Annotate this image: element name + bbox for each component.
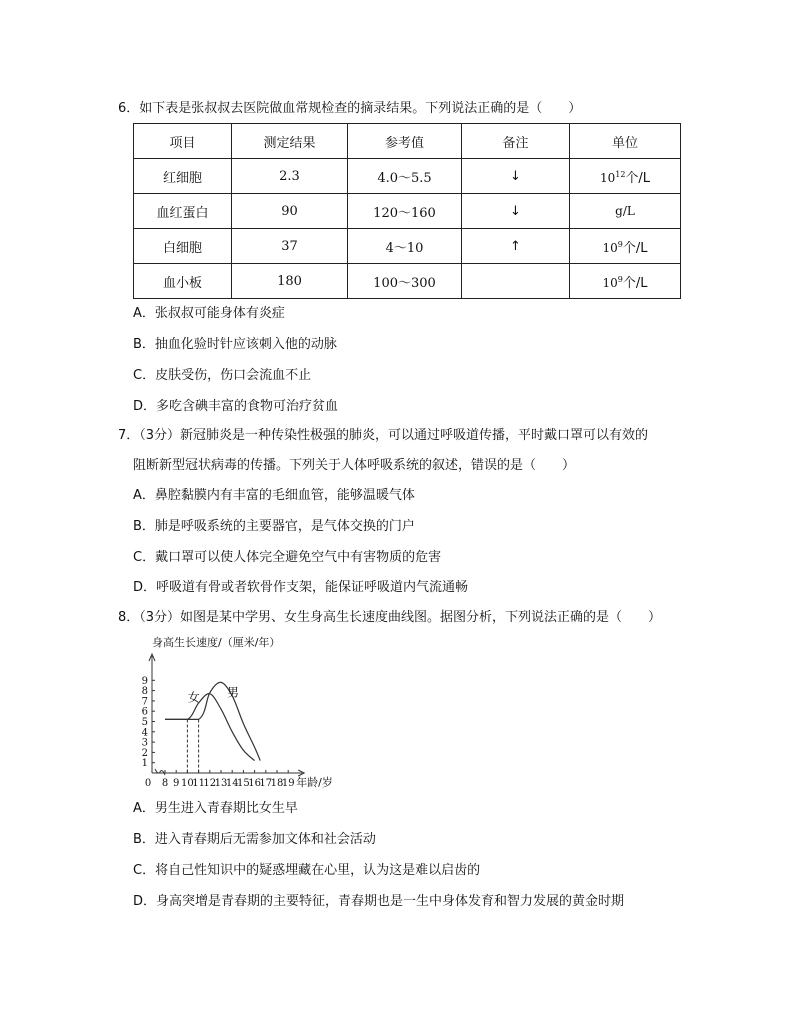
q7-option-a[interactable]: A．鼻腔黏膜内有丰富的毛细血管，能够温暖气体 — [133, 488, 415, 503]
q8-option-b[interactable]: B．进入青春期后无需参加文体和社会活动 — [133, 832, 376, 847]
x-tick-label: 15 — [237, 778, 250, 789]
item-cell: 血红蛋白 — [134, 194, 232, 229]
axis-break-mark — [155, 769, 165, 775]
unit-cell — [570, 159, 681, 194]
q6-option-b[interactable]: B．抽血化验时针应该刺入他的动脉 — [133, 337, 337, 352]
y-tick-label: 1 — [141, 758, 148, 770]
y-tick-label: 8 — [141, 686, 148, 698]
x-tick-label: 12 — [203, 778, 217, 789]
header-cell: 参考值 — [348, 124, 462, 159]
header-cell: 测定结果 — [232, 124, 348, 159]
y-tick-label: 6 — [141, 706, 148, 718]
reference-cell: 100～300 — [348, 264, 462, 299]
unit-cell — [570, 264, 681, 299]
y-tick-label: 2 — [141, 747, 148, 759]
q6-option-c[interactable]: C．皮肤受伤，伤口会流血不止 — [133, 368, 312, 383]
unit-cell — [570, 194, 681, 229]
x-tick-label: 13 — [214, 778, 228, 789]
table-row — [134, 264, 681, 299]
q7-stem-line1: 7．（3分）新冠肺炎是一种传染性极强的肺炎，可以通过呼吸道传播，平时戴口罩可以有效的 — [118, 428, 649, 443]
reference-cell: 4～10 — [348, 229, 462, 264]
q8-option-c[interactable]: C．将自己性知识中的疑惑埋藏在心里，认为这是难以启齿的 — [133, 863, 481, 878]
series-line-female — [165, 694, 255, 761]
q7-option-d[interactable]: D．呼吸道有骨或者软骨作支架，能保证呼吸道内气流通畅 — [133, 580, 469, 595]
result-cell: 90 — [232, 194, 348, 229]
table-row — [134, 229, 681, 264]
y-tick-label: 9 — [141, 675, 148, 687]
header-cell: 项目 — [134, 124, 232, 159]
x-tick-label: 17 — [259, 778, 273, 789]
note-cell: ↓ — [462, 194, 570, 229]
result-cell: 180 — [232, 264, 348, 299]
x-axis-label: 年龄/岁 — [296, 776, 333, 789]
q8-option-d[interactable]: D．身高突增是青春期的主要特征，青春期也是一生中身体发育和智力发展的黄金时期 — [133, 894, 625, 909]
growth-speed-chart — [130, 632, 370, 794]
blood-test-table — [133, 123, 681, 299]
result-cell: 2.3 — [232, 159, 348, 194]
unit-tail: 个/L — [622, 275, 648, 291]
unit-tail: 个/L — [625, 170, 651, 186]
item-cell: 血小板 — [134, 264, 232, 299]
q7-option-b[interactable]: B．肺是呼吸系统的主要器官，是气体交换的门户 — [133, 519, 415, 534]
x-tick-label: 10 — [181, 778, 194, 789]
item-cell: 红细胞 — [134, 159, 232, 194]
y-tick-label: 7 — [141, 696, 148, 708]
y-tick-label: 5 — [141, 717, 148, 728]
q6-stem: 6．如下表是张叔叔去医院做血常规检查的摘录结果。下列说法正确的是（ ） — [118, 101, 582, 116]
x-tick-label: 18 — [270, 778, 284, 789]
result-cell: 37 — [232, 229, 348, 264]
reference-cell: 120～160 — [348, 194, 462, 229]
q8-option-a[interactable]: A．男生进入青春期比女生早 — [133, 801, 298, 816]
table-row — [134, 159, 681, 194]
q6-option-d[interactable]: D．多吃含碘丰富的食物可治疗贫血 — [133, 399, 339, 414]
header-cell: 备注 — [462, 124, 570, 159]
y-tick-label: 4 — [141, 727, 148, 739]
item-cell: 白细胞 — [134, 229, 232, 264]
x-tick-label: 9 — [173, 778, 180, 789]
unit-exponent: 9 — [617, 239, 623, 249]
series-line-male — [165, 682, 260, 760]
note-cell: ↓ — [462, 159, 570, 194]
x-tick-label: 11 — [192, 778, 205, 789]
unit-tail: 个/L — [622, 240, 648, 256]
q7-stem-line2: 阻断新型冠状病毒的传播。下列关于人体呼吸系统的叙述，错误的是（ ） — [133, 458, 576, 473]
unit-base: 10 — [599, 170, 616, 185]
y-tick-label: 3 — [141, 737, 148, 749]
series-label-male: 男 — [227, 685, 240, 700]
unit-exponent: 9 — [617, 274, 623, 284]
x-tick-label: 16 — [248, 778, 261, 789]
q7-option-c[interactable]: C．戴口罩可以使人体完全避免空气中有害物质的危害 — [133, 550, 442, 565]
chart-series — [165, 682, 260, 773]
table-header-row — [134, 124, 681, 159]
note-cell — [462, 264, 570, 299]
note-cell: ↑ — [462, 229, 570, 264]
x-tick-label: 8 — [161, 778, 169, 789]
y-axis-label: 身高生长速度/（厘米/年） — [152, 636, 281, 649]
header-cell: 单位 — [570, 124, 681, 159]
reference-cell: 4.0～5.5 — [348, 159, 462, 194]
series-label-female: 女 — [187, 690, 200, 705]
x-tick-label: 19 — [281, 778, 295, 789]
unit-base: g/L — [615, 204, 635, 218]
unit-base: 10 — [602, 275, 618, 290]
unit-exponent: 12 — [615, 169, 626, 179]
q6-option-a[interactable]: A．张叔叔可能身体有炎症 — [133, 306, 285, 321]
table-row — [134, 194, 681, 229]
q8-stem: 8．（3分）如图是某中学男、女生身高生长速度曲线图。据图分析，下列说法正确的是（ ） — [118, 610, 662, 625]
x-tick-label: 0 — [144, 778, 152, 789]
unit-base: 10 — [602, 240, 618, 255]
chart-axes — [142, 635, 333, 789]
unit-cell — [570, 229, 681, 264]
x-tick-label: 14 — [225, 778, 239, 789]
